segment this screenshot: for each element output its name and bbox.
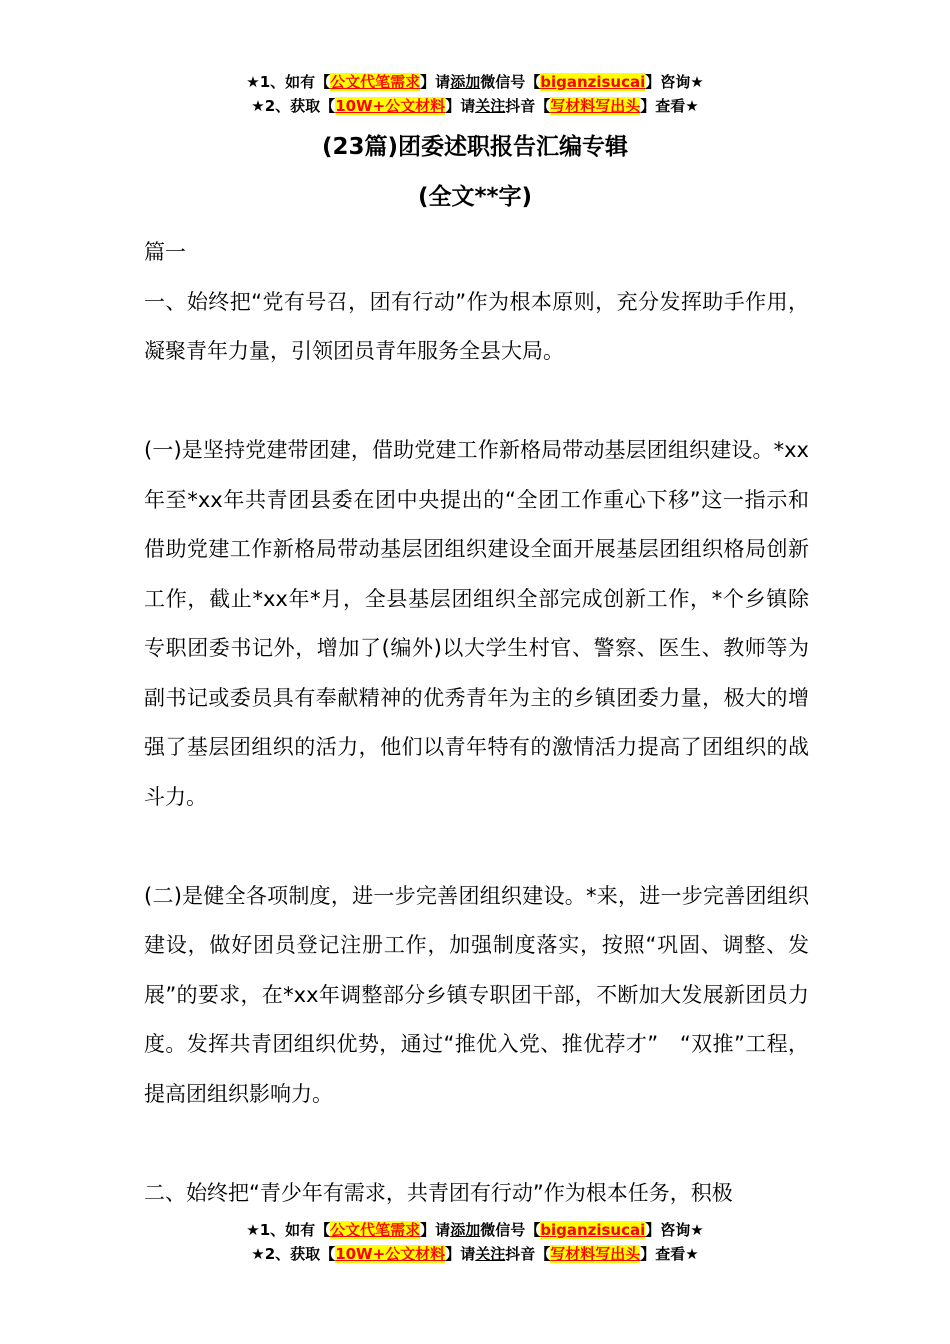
paragraph-spacer	[144, 822, 809, 872]
promo-underline: 添加	[450, 73, 481, 91]
document-body	[144, 228, 809, 1218]
section-label: 篇一	[144, 240, 186, 264]
promo-highlight: 公文代笔需求	[330, 73, 421, 91]
promo-text: 微信号【	[480, 73, 541, 91]
promo-text: ★2、获取【	[251, 1245, 336, 1263]
promo-text: 】请	[445, 97, 476, 115]
body-paragraph: 一、始终把“党有号召，团有行动”作为根本原则，充分发挥助手作用，凝聚青年力量，引领团员青年服务全县大局。	[144, 289, 809, 363]
wechat-id-highlight: biganzisucai	[540, 1221, 646, 1239]
promo-line-1	[0, 70, 950, 94]
promo-text: ★2、获取【	[251, 97, 336, 115]
promo-text: 微信号【	[480, 1221, 541, 1239]
promo-underline: 关注	[475, 97, 506, 115]
body-paragraph: (一)是坚持党建带团建，借助党建工作新格局带动基层团组织建设。*xx年至*xx年共青团县委在团中央提出的“全团工作重心下移”这一指示和借助党建工作新格局带动基层团组织建设全面开展基层团组织格局创新工作，截止*xx年*月，全县基层团组织全部完成创新工作，*个乡镇除专职团委书记外，增加了(编外)以大学生村官、警察、医生、教师等为副书记或委员具有奉献精神的优秀青年为主的乡镇团委力量，极大的增强了基层团组织的活力，他们以青年特有的激情活力提高了团组织的战斗力。	[144, 438, 809, 809]
promo-text: ★1、如有【	[246, 1221, 331, 1239]
promo-text: 】请	[445, 1245, 476, 1263]
promo-line-2	[0, 1242, 950, 1266]
body-paragraph: (二)是健全各项制度，进一步完善团组织建设。*来，进一步完善团组织建设，做好团员登记注册工作，加强制度落实，按照“巩固、调整、发展”的要求，在*xx年调整部分乡镇专职团干部，不断加大发展新团员力度。发挥共青团组织优势，通过“推优入党、推优荐才” “双推”工程，提高团组织影响力。	[144, 883, 809, 1106]
promo-text: 】查看★	[640, 97, 699, 115]
promo-underline: 关注	[475, 1245, 506, 1263]
promo-text: 】请	[420, 73, 451, 91]
promo-banner-bottom	[0, 1218, 950, 1266]
promo-text: 】查看★	[640, 1245, 699, 1263]
promo-highlight: 公文代笔需求	[330, 1221, 421, 1239]
douyin-id-highlight: 写材料写出头	[550, 97, 641, 115]
body-paragraph: 二、始终把“青少年有需求，共青团有行动”作为根本任务，积极	[144, 1180, 733, 1205]
paragraph-spacer	[144, 377, 809, 427]
promo-highlight: 10W+公文材料	[335, 1245, 446, 1263]
promo-text: 抖音【	[505, 1245, 551, 1263]
promo-text: 】请	[420, 1221, 451, 1239]
promo-line-1	[0, 1218, 950, 1242]
promo-text: 抖音【	[505, 97, 551, 115]
promo-text: ★1、如有【	[246, 73, 331, 91]
wechat-id-highlight: biganzisucai	[540, 73, 646, 91]
promo-text: 】咨询★	[645, 1221, 704, 1239]
document-title: (23篇)团委述职报告汇编专辑	[321, 134, 629, 160]
promo-underline: 添加	[450, 1221, 481, 1239]
promo-text: 】咨询★	[645, 73, 704, 91]
paragraph-spacer	[144, 1119, 809, 1169]
promo-line-2	[0, 94, 950, 118]
document-subtitle: (全文**字)	[417, 184, 533, 210]
douyin-id-highlight: 写材料写出头	[550, 1245, 641, 1263]
promo-highlight: 10W+公文材料	[335, 97, 446, 115]
promo-banner-top	[0, 70, 950, 118]
